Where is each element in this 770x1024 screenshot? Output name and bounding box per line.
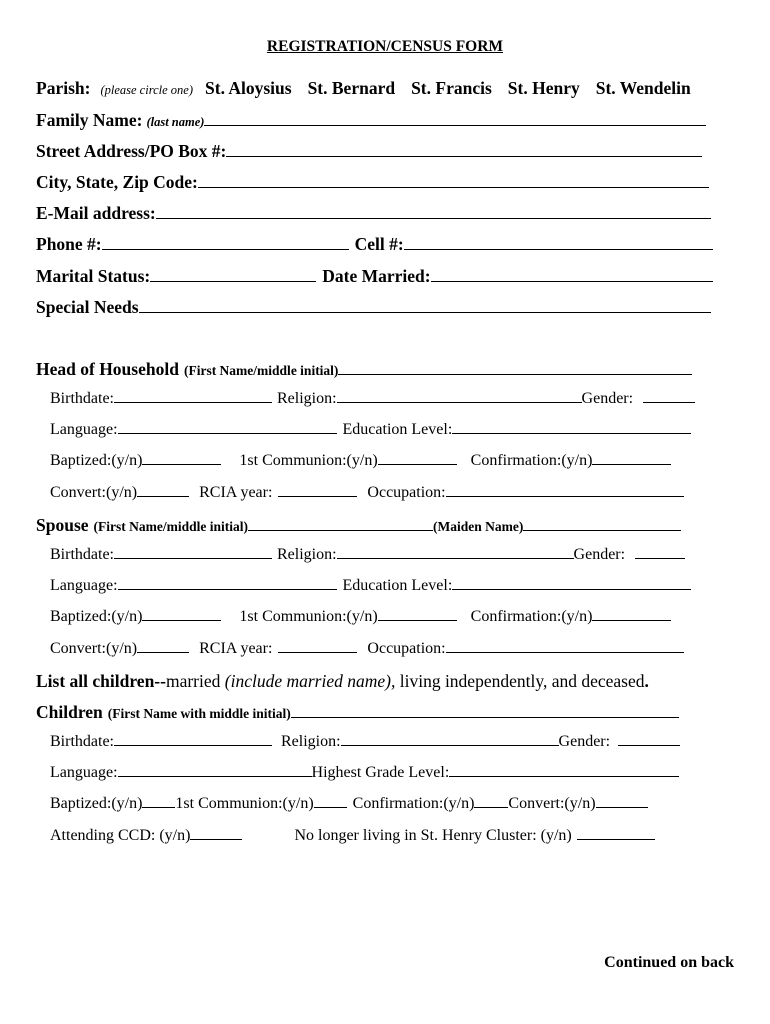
spouse-language-field[interactable]	[118, 588, 337, 590]
head-religion-label: Religion:	[276, 390, 337, 407]
child-birthdate-label: Birthdate:	[50, 733, 114, 750]
head-confirmation-field[interactable]	[592, 463, 671, 465]
family-name-field[interactable]	[204, 124, 706, 126]
child-grade-label: Highest Grade Level:	[311, 764, 450, 781]
head-convert-label: Convert:(y/n)	[50, 484, 138, 501]
street-row	[36, 141, 702, 165]
special-needs-label: Special Needs	[36, 297, 139, 317]
spouse-education-label: Education Level:	[342, 577, 453, 594]
email-label: E-Mail address:	[36, 203, 156, 223]
phone-row	[36, 234, 713, 258]
parish-label: Parish:	[36, 78, 91, 98]
spouse-convert-field[interactable]	[137, 651, 189, 653]
child-confirmation-label: Confirmation:(y/n)	[352, 795, 475, 812]
spouse-rcia-label: RCIA year:	[199, 640, 273, 657]
city-field[interactable]	[198, 186, 709, 188]
children-note-part1: married	[165, 671, 225, 691]
head-education-field[interactable]	[452, 432, 691, 434]
head-language-label: Language:	[50, 421, 118, 438]
head-row	[36, 359, 692, 383]
spouse-rcia-field[interactable]	[278, 651, 357, 653]
street-label: Street Address/PO Box #:	[36, 141, 227, 161]
email-field[interactable]	[156, 217, 711, 219]
street-field[interactable]	[226, 155, 702, 157]
spouse-row	[36, 515, 681, 539]
child-hint: (First Name with middle initial)	[107, 706, 291, 721]
child-convert-field[interactable]	[596, 806, 648, 808]
form-title: REGISTRATION/CENSUS FORM	[266, 38, 504, 55]
head-communion-label: 1st Communion:(y/n)	[239, 452, 378, 469]
head-confirmation-label: Confirmation:(y/n)	[470, 452, 593, 469]
head-rcia-label: RCIA year:	[199, 484, 273, 501]
spouse-language-label: Language:	[50, 577, 118, 594]
family-name-hint: (last name)	[146, 115, 205, 129]
child-communion-label: 1st Communion:(y/n)	[175, 795, 314, 812]
spouse-confirmation-field[interactable]	[592, 619, 671, 621]
head-occupation-label: Occupation:	[367, 484, 446, 501]
children-note-part2: living independently, and deceased	[395, 671, 645, 691]
head-language-field[interactable]	[118, 432, 337, 434]
spouse-birth-row	[50, 546, 685, 570]
child-label: Children	[36, 702, 103, 722]
spouse-label: Spouse	[36, 515, 89, 535]
head-religion-field[interactable]	[337, 401, 582, 403]
spouse-religion-label: Religion:	[276, 546, 337, 563]
child-religion-label: Religion:	[280, 733, 341, 750]
child-religion-field[interactable]	[341, 744, 559, 746]
parish-option-st-henry[interactable]: St. Henry	[507, 78, 580, 98]
child-no-longer-field[interactable]	[577, 838, 655, 840]
marital-label: Marital Status:	[36, 266, 151, 286]
children-note-end: .	[644, 671, 649, 691]
head-name-field[interactable]	[338, 373, 692, 375]
head-birthdate-field[interactable]	[114, 401, 272, 403]
city-row	[36, 172, 709, 196]
email-row	[36, 203, 711, 227]
child-birth-row	[50, 733, 680, 757]
head-birthdate-label: Birthdate:	[50, 390, 114, 407]
head-language-row	[50, 421, 691, 445]
child-baptized-label: Baptized:(y/n)	[50, 795, 143, 812]
spouse-confirmation-label: Confirmation:(y/n)	[470, 608, 593, 625]
head-baptized-label: Baptized:(y/n)	[50, 452, 143, 469]
spouse-gender-label: Gender:	[573, 546, 626, 563]
child-confirmation-field[interactable]	[474, 806, 508, 808]
spouse-name-field[interactable]	[248, 529, 433, 531]
phone-label: Phone #:	[36, 234, 102, 254]
cell-label: Cell #:	[354, 234, 404, 254]
spouse-religion-field[interactable]	[337, 557, 574, 559]
spouse-baptized-field[interactable]	[142, 619, 221, 621]
children-note-italic: (include married name),	[224, 671, 396, 691]
spouse-communion-field[interactable]	[378, 619, 457, 621]
child-row	[36, 702, 679, 726]
child-ccd-label: Attending CCD: (y/n)	[50, 827, 191, 844]
head-hint: (First Name/middle initial)	[183, 363, 339, 378]
child-name-field[interactable]	[291, 716, 679, 718]
city-label: City, State, Zip Code:	[36, 172, 198, 192]
head-baptized-field[interactable]	[142, 463, 221, 465]
spouse-occupation-label: Occupation:	[367, 640, 446, 657]
head-convert-field[interactable]	[137, 495, 189, 497]
spouse-communion-label: 1st Communion:(y/n)	[239, 608, 378, 625]
head-occupation-field[interactable]	[446, 495, 684, 497]
children-note	[36, 671, 649, 695]
spouse-occupation-field[interactable]	[446, 651, 684, 653]
child-birthdate-field[interactable]	[114, 744, 272, 746]
child-language-field[interactable]	[118, 775, 312, 777]
date-married-field[interactable]	[431, 280, 713, 282]
parish-option-st-aloysius[interactable]: St. Aloysius	[205, 78, 292, 98]
spouse-convert-label: Convert:(y/n)	[50, 640, 138, 657]
head-gender-field[interactable]	[643, 401, 695, 403]
spouse-birthdate-label: Birthdate:	[50, 546, 114, 563]
marital-row	[36, 266, 713, 290]
spouse-maiden-label: (Maiden Name)	[433, 519, 524, 534]
spouse-baptized-label: Baptized:(y/n)	[50, 608, 143, 625]
child-sacrament-row	[50, 795, 648, 819]
child-gender-label: Gender:	[558, 733, 611, 750]
parish-hint: (please circle one)	[100, 83, 194, 97]
spouse-language-row	[50, 577, 691, 601]
child-ccd-field[interactable]	[190, 838, 242, 840]
spouse-gender-field[interactable]	[635, 557, 685, 559]
children-note-bold: List all children--	[36, 671, 166, 691]
parish-option-st-bernard[interactable]: St. Bernard	[307, 78, 396, 98]
child-baptized-field[interactable]	[142, 806, 175, 808]
marital-field[interactable]	[150, 280, 316, 282]
child-no-longer-label: No longer living in St. Henry Cluster: (y/n)	[294, 827, 572, 844]
spouse-maiden-field[interactable]	[523, 529, 681, 531]
family-name-label: Family Name:	[36, 110, 143, 130]
parish-row	[36, 78, 691, 102]
date-married-label: Date Married:	[322, 266, 431, 286]
spouse-birthdate-field[interactable]	[114, 557, 272, 559]
child-ccd-row	[50, 827, 655, 851]
child-communion-field[interactable]	[314, 806, 347, 808]
head-label: Head of Household	[36, 359, 179, 379]
head-education-label: Education Level:	[342, 421, 453, 438]
child-language-label: Language:	[50, 764, 118, 781]
spouse-hint: (First Name/middle initial)	[93, 519, 249, 534]
parish-option-st-francis[interactable]: St. Francis	[411, 78, 492, 98]
spouse-convert-row	[50, 640, 684, 664]
head-gender-label: Gender:	[581, 390, 634, 407]
head-sacrament-row	[50, 452, 671, 476]
child-convert-label: Convert:(y/n)	[508, 795, 596, 812]
phone-field[interactable]	[102, 248, 349, 250]
special-needs-row	[36, 297, 711, 321]
special-needs-field[interactable]	[139, 311, 711, 313]
child-gender-field[interactable]	[618, 744, 680, 746]
cell-field[interactable]	[404, 248, 713, 250]
child-grade-field[interactable]	[449, 775, 679, 777]
head-birth-row	[50, 390, 695, 414]
head-convert-row	[50, 484, 684, 508]
head-communion-field[interactable]	[378, 463, 457, 465]
parish-option-st-wendelin[interactable]: St. Wendelin	[595, 78, 691, 98]
child-language-row	[50, 764, 679, 788]
family-name-row	[36, 110, 706, 134]
spouse-education-field[interactable]	[452, 588, 691, 590]
head-rcia-field[interactable]	[278, 495, 357, 497]
spouse-sacrament-row	[50, 608, 671, 632]
continued-on-back: Continued on back	[604, 954, 734, 971]
